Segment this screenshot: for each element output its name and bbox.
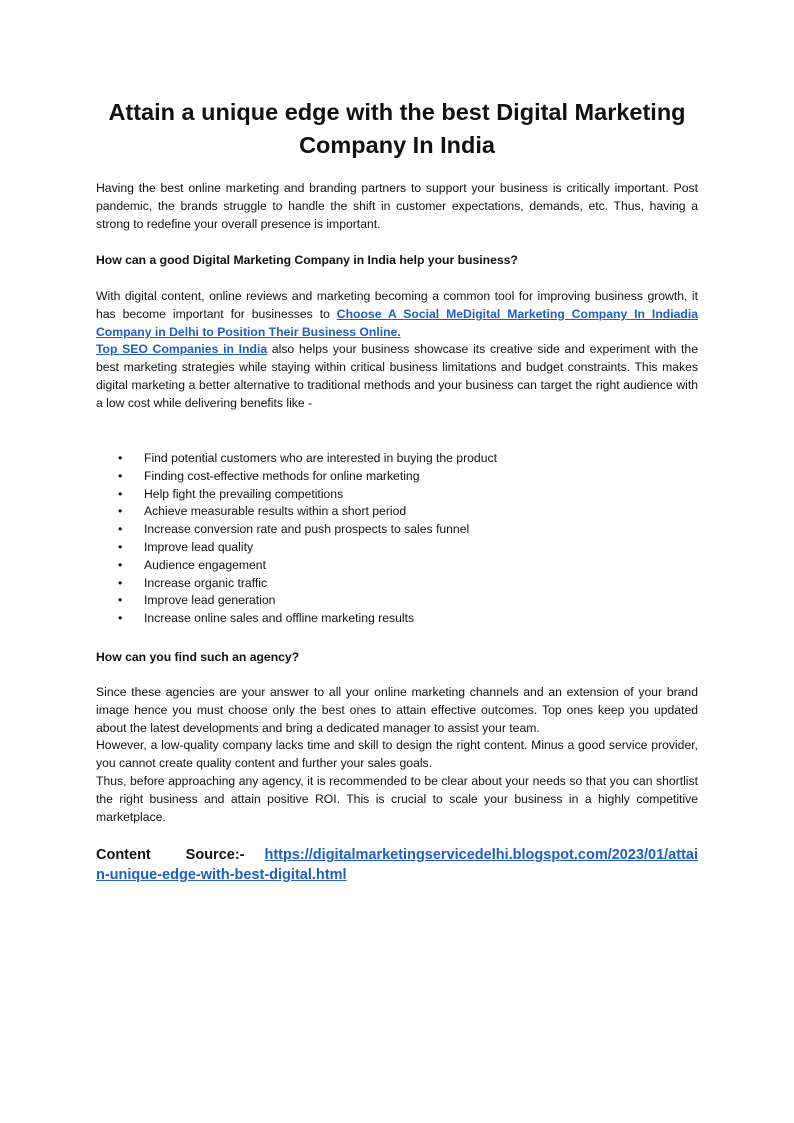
benefit-text: Increase organic traffic — [144, 575, 268, 590]
content-source — [96, 845, 698, 885]
bullet-icon: • — [118, 557, 123, 572]
benefit-text: Improve lead generation — [144, 593, 276, 608]
benefits-intro-paragraph — [96, 288, 698, 413]
benefit-text: Improve lead quality — [144, 539, 254, 554]
text-after-link: also helps your business showcase its creative side and experiment with the best marketing strategies while staying within critical business limitations and budget constraints. This makes digital marketing a better alternative to traditional methods and your business can target the right audience with a low cost while delivering benefits like - — [96, 342, 698, 410]
bullet-icon: • — [118, 611, 123, 626]
text-before-link: With digital content, online reviews and marketing becoming a common tool for improving business growth, it has become important for businesses to — [96, 289, 698, 321]
bullet-icon: • — [118, 451, 123, 465]
benefit-item — [96, 521, 698, 539]
bullet-icon: • — [118, 486, 123, 501]
benefit-text: Achieve measurable results within a short period — [144, 504, 407, 519]
bullet-icon: • — [118, 468, 123, 483]
benefit-text: Finding cost-effective methods for online marketing — [144, 468, 420, 483]
benefit-item — [96, 557, 698, 575]
benefit-item — [96, 610, 698, 628]
top-seo-companies-link[interactable]: Top SEO Companies in India — [96, 342, 268, 357]
content-source-label: Content Source:- — [96, 847, 245, 863]
bullet-icon: • — [118, 539, 123, 554]
benefit-item — [96, 486, 698, 504]
content-source-link[interactable]: https://digitalmarketingservicedelhi.blogspot.com/2023/01/attain-unique-edge-with-best-digital.html — [96, 847, 698, 883]
benefit-text: Increase online sales and offline marketing results — [144, 611, 415, 626]
bullet-icon: • — [118, 593, 123, 608]
intro-paragraph: Having the best online marketing and branding partners to support your business is critically important. Post pandemic, the brands struggle to handle the shift in customer expectations, demands, etc. Thus, having a strong to redefine your overall presence is important. — [96, 181, 698, 231]
agency-paragraph-1: Since these agencies are your answer to all your online marketing channels and an extension of your brand image hence you must choose only the best ones to attain effective outcomes. Top ones keep you updated about the latest developments and bring a dedicated manager to assist your team. — [96, 685, 698, 735]
section-heading-find-agency: How can you find such an agency? — [96, 650, 300, 664]
benefit-item — [96, 468, 698, 486]
benefit-text: Increase conversion rate and push prospects to sales funnel — [144, 522, 470, 537]
benefit-text: Help fight the prevailing competitions — [144, 486, 344, 501]
page-title: Attain a unique edge with the best Digital Marketing Company In India — [108, 99, 686, 158]
social-media-company-link[interactable]: Choose A Social MeDigital Marketing Company In Indiadia Company in Delhi to Position Their Business Online. — [96, 306, 698, 339]
bullet-icon: • — [118, 522, 123, 537]
benefit-text: Find potential customers who are interested in buying the product — [144, 451, 497, 465]
benefits-list — [96, 450, 698, 628]
benefit-item — [96, 539, 698, 557]
bullet-icon: • — [118, 575, 123, 590]
agency-section — [96, 684, 698, 826]
benefit-item — [96, 592, 698, 610]
bullet-icon: • — [118, 504, 123, 519]
benefit-item — [96, 450, 698, 468]
benefit-item — [96, 575, 698, 593]
agency-paragraph-3: Thus, before approaching any agency, it is recommended to be clear about your needs so that you can shortlist the right business and attain positive ROI. This is crucial to scale your business in a highly competitive marketplace. — [96, 773, 698, 824]
section-heading-help: How can a good Digital Marketing Company in India help your business? — [96, 253, 518, 267]
benefit-text: Audience engagement — [144, 557, 266, 572]
agency-paragraph-2: However, a low-quality company lacks time and skill to design the right content. Minus a good service provider, you cannot create quality content and further your sales goals. — [96, 738, 698, 771]
benefit-item — [96, 503, 698, 521]
